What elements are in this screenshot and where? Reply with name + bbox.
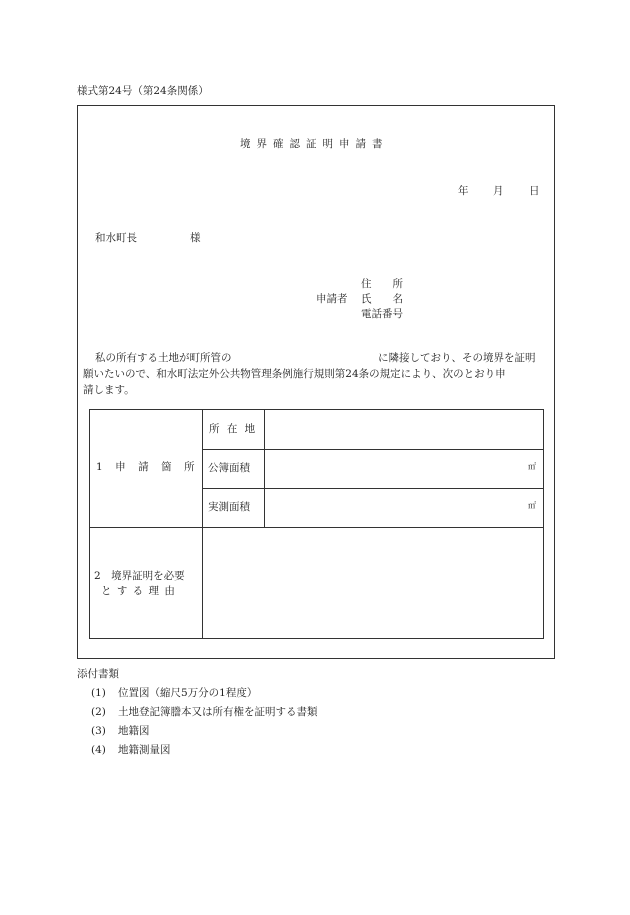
section1-label: 1 申 請 箇 所: [96, 461, 196, 473]
date-month-label: 月: [493, 185, 504, 197]
table-section-divider: [89, 527, 544, 528]
applicant-address-label: 住 所: [361, 278, 403, 290]
date-day-label: 日: [529, 185, 540, 197]
table-border-right: [543, 409, 544, 639]
row-label-registered-area: 公簿面積: [208, 462, 250, 474]
attachment-text: 地籍測量図: [118, 744, 171, 756]
row-label-location: 所 在 地: [209, 423, 258, 435]
section2-label-line1: 2 境界証明を必要: [94, 570, 185, 582]
attachment-number: (4): [91, 744, 106, 756]
date-year-label: 年: [458, 185, 469, 197]
attachment-number: (1): [91, 687, 106, 699]
applicant-name-label: 氏 名: [361, 293, 403, 305]
applicant-phone-label: 電話番号: [361, 308, 403, 320]
reason-value-cell[interactable]: [204, 529, 542, 637]
table-row-divider: [202, 488, 544, 489]
form-number: 様式第24号（第24条関係）: [77, 85, 209, 97]
table-border-bottom: [89, 638, 544, 639]
table-row-divider: [202, 449, 544, 450]
table-column-divider: [202, 409, 203, 639]
attachments-heading: 添付書類: [77, 668, 119, 680]
attachment-text: 土地登記簿謄本又は所有権を証明する書類: [118, 706, 318, 718]
attachment-text: 地籍図: [118, 725, 150, 737]
attachment-number: (2): [91, 706, 106, 718]
registered-area-unit: ㎡: [528, 462, 536, 471]
body-line3: 請します。: [83, 384, 135, 396]
body-line1-start: 私の所有する土地が町所管の: [95, 352, 232, 364]
measured-area-value-cell[interactable]: [266, 490, 542, 526]
section2-label-line2: と す る 理 由: [101, 585, 176, 597]
attachment-number: (3): [91, 725, 106, 737]
body-line1-end: に隣接しており、その境界を証明: [378, 352, 536, 364]
table-column-divider: [264, 409, 265, 528]
body-line2: 願いたいので、和水町法定外公共物管理条例施行規則第24条の規定により、次のとおり申: [83, 368, 506, 380]
table-border-top: [89, 409, 544, 410]
applicant-label: 申請者: [316, 293, 348, 305]
addressee-name: 和水町長: [95, 232, 137, 244]
registered-area-value-cell[interactable]: [266, 451, 542, 487]
measured-area-unit: ㎡: [528, 501, 536, 510]
location-value-cell[interactable]: [266, 411, 542, 448]
row-label-measured-area: 実測面積: [208, 501, 250, 513]
table-border-left: [89, 409, 90, 639]
form-title: 境界確認証明申請書: [240, 138, 389, 150]
attachment-text: 位置図（縮尺5万分の1程度）: [118, 687, 258, 699]
addressee-honorific: 様: [190, 232, 201, 244]
